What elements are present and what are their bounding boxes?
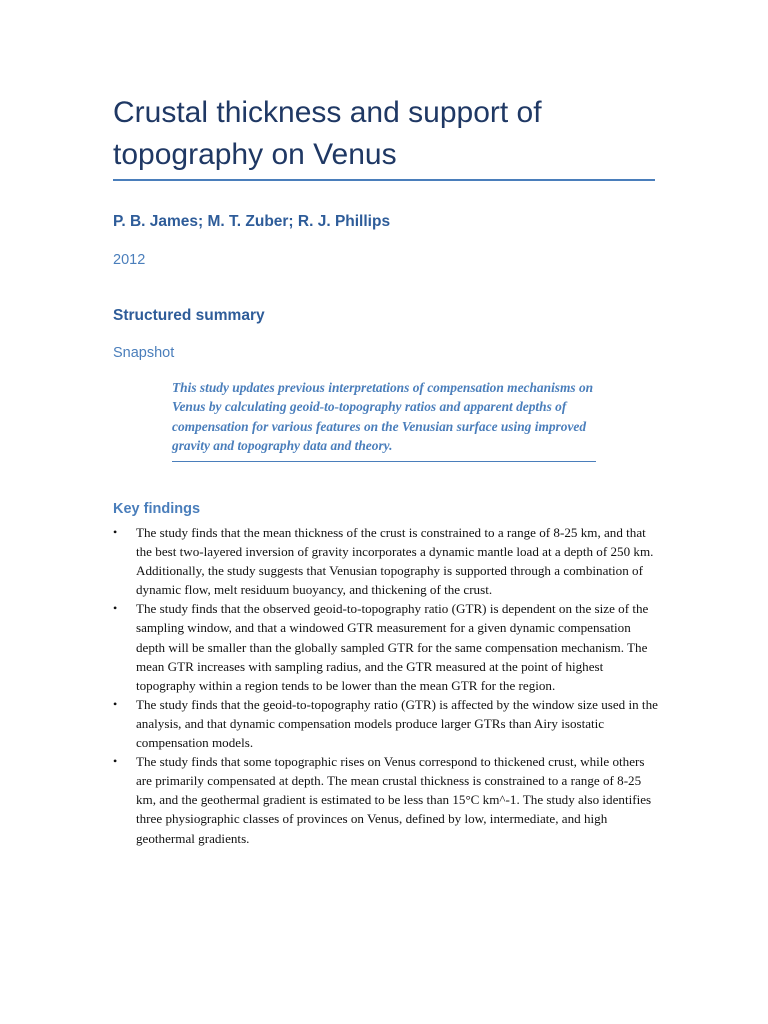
finding-item-3 [113, 695, 658, 752]
bullet-icon: • [113, 696, 118, 711]
finding-text: The study finds that some topographic rises on Venus correspond to thickened crust, while others are primarily compensated at depth. The mean crustal thickness is constrained to a range of 8-25 km, and the geothermal gradient is estimated to be less than 15°C km^-1. The study also identifies three physiographic classes of provinces on Venus, defined by low, intermediate, and high geothermal gradients. [136, 754, 652, 846]
authors-line: P. B. James; M. T. Zuber; R. J. Phillips [113, 213, 391, 230]
structured-summary-heading: Structured summary [113, 307, 265, 324]
bullet-icon: • [113, 525, 118, 539]
key-findings-list [113, 523, 658, 848]
finding-text: The study finds that the observed geoid-to-topography ratio (GTR) is dependent on the size of the sampling window, and that a windowed GTR measurement for a given dynamic compensation depth will be smaller than the globally sampled GTR for the same compensation mechanism. The mean GTR increases with sampling radius, and the GTR measured at the point of highest topography within a region tends to be lower than the mean GTR for the region. [136, 601, 649, 693]
finding-item-2 [113, 599, 658, 694]
title-underline [113, 179, 655, 181]
publication-year: 2012 [113, 252, 146, 268]
finding-item-4 [113, 752, 658, 847]
snapshot-heading: Snapshot [113, 345, 175, 361]
document-title: Crustal thickness and support of topography on Venus [113, 96, 542, 171]
snapshot-quote: This study updates previous interpretations of compensation mechanisms on Venus by calculating geoid-to-topography ratios and apparent depths of compensation for various features on the Venusian surface using improved gravity and topography data and theory. [172, 378, 596, 462]
finding-item-1 [113, 523, 658, 599]
bullet-icon: • [113, 601, 118, 616]
finding-text: The study finds that the geoid-to-topography ratio (GTR) is affected by the window size used in the analysis, and that dynamic compensation models produce larger GTRs than Airy isostatic compensation models. [136, 696, 658, 751]
finding-text: The study finds that the mean thickness of the crust is constrained to a range of 8-25 km, and that the best two-layered inversion of gravity incorporates a dynamic mantle load at a depth of 250 km. Additionally, the study suggests that Venusian topography is supported through a combination of dynamic flow, melt residuum buoyancy, and thickening of the crust. [136, 525, 654, 598]
bullet-icon: • [113, 754, 118, 769]
key-findings-heading: Key findings [113, 501, 201, 517]
